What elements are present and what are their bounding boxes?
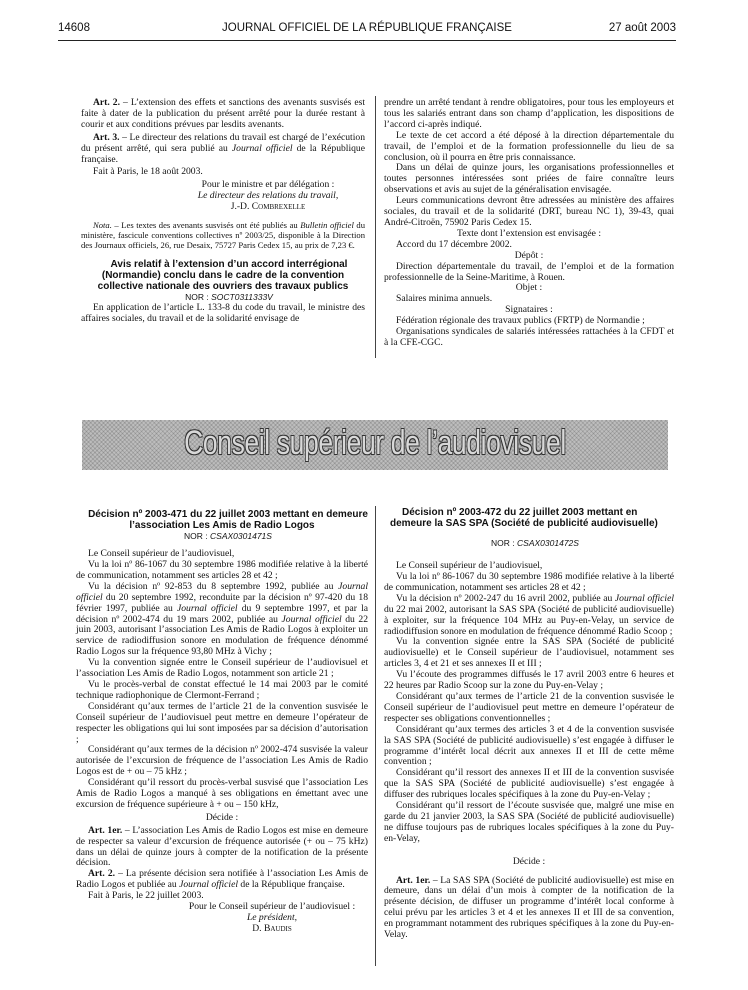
signatories-heading: Signataires : <box>505 304 553 316</box>
decision-2-p4: Vu la convention signée entre la SAS SPA (Société de publicité audiovisuelle) et le Conseil supérieur de l’audiovisuel, notamment ses articles 3, 4 et 21 et ses annexes II et III ; <box>384 636 674 670</box>
avis-nor: NOR : SOCT0311333V <box>185 292 273 303</box>
decision-1-title: Décision nº 2003-471 du 22 juillet 2003 mettant en demeure l’association Les Amis de Radio Logos <box>88 509 368 531</box>
decision-2-p6: Considérant qu’aux termes de l’article 21 de la convention susvisée le Conseil supérieur de l’audiovisuel peut mettre en demeure l’opérateur de respecter ses obligations conventionnelles ; <box>384 690 674 724</box>
decision-1-p1: Le Conseil supérieur de l’audiovisuel, <box>88 548 235 560</box>
page-number: 14608 <box>58 22 90 34</box>
decision-1-sig-3: D. Baudis <box>252 922 292 934</box>
decision-2-p8: Considérant qu’il ressort des annexes II et III de la convention susvisée que la SAS SPA (Société de publicité audiovisuelle) s’est engagée à diffuser des rubriques locales spécifiques à la zone du Puy-en-Velay ; <box>384 767 674 801</box>
decision-1-p7: Considérant qu’aux termes de la décision nº 2002-474 susvisée la valeur autorisée de l’excursion de fréquence de l’association Les Amis de Radio Logos est de + ou – 75 kHz ; <box>76 744 368 778</box>
decision-2-p5: Vu l’écoute des programmes diffusés le 17 avril 2003 entre 6 heures et 22 heures par Radio Scoop sur la zone du Puy-en-Velay ; <box>384 669 674 692</box>
decision-2-article-1: Art. 1er. – La SAS SPA (Société de publicité audiovisuelle) est mise en demeure, dans un délai d’un mois à compter de la notification de la présente décision, de diffuser un programme d’intérêt local conforme à celui prévu par les articles 3 et 4 et les annexes II et III de sa convention, en programmant notamment des rubriques spécifiques à la zone du Puy-en-Velay. <box>384 874 674 941</box>
signature-name: J.-D. Combrexelle <box>230 201 306 213</box>
object-value: Salaires minima annuels. <box>396 293 493 305</box>
decision-1-p6: Considérant qu’aux termes de l’article 21 de la convention susvisée le Conseil supérieur de l’audiovisuel peut mettre en demeure l’opérateur de respecter les obligations qui lui sont imposées par sa décision d’autorisation ; <box>76 700 368 745</box>
decision-2003-472 <box>384 508 674 941</box>
decision-2-p9: Considérant qu’il ressort de l’écoute susvisée que, malgré une mise en garde du 21 janvier 2003, la SAS SPA (Société de publicité audiovisuelle) ne diffuse toujours pas de rubriques locales spécifiques à la zone du Puy-en-Velay, <box>384 800 674 844</box>
decision-1-p5: Vu le procès-verbal de constat effectué le 14 mai 2003 par le comité technique radiophonique de Clermont-Ferrand ; <box>76 678 368 701</box>
decision-1-sig-1: Pour le Conseil supérieur de l’audiovisuel : <box>188 901 356 913</box>
column-divider-top <box>375 96 376 358</box>
decision-2-p2: Vu la loi nº 86-1067 du 30 septembre 1986 modifiée relative à la liberté de communication, notamment ses articles 28 et 42 ; <box>384 571 674 593</box>
page-header <box>58 22 676 38</box>
issue-date: 27 août 2003 <box>608 22 676 34</box>
decision-2003-471 <box>76 510 368 935</box>
article-2: Art. 2. – L’extension des effets et sanctions des avenants susvisés est faite à dater de la publication du présent arrêté pour la durée restant à courir et aux conditions prévues par lesdits avenants. <box>81 97 365 130</box>
decision-2-p1: Le Conseil supérieur de l’audiovisuel, <box>396 560 543 572</box>
section-banner <box>82 420 668 470</box>
decision-1-p8: Considérant qu’il ressort du procès-verbal susvisé que l’association Les Amis de Radio Logos a manqué à ses obligations en émettant avec une excursion de fréquence supérieure à + ou – 150 kHz, <box>76 777 368 810</box>
decision-1-article-2: Art. 2. – La présente décision sera notifiée à l’association Les Amis de Radio Logos et publiée au Journal officiel de la République française. <box>76 868 368 891</box>
deposit-value: Direction départementale du travail, de l’emploi et de la formation professionnelle de la Seine-Maritime, à Rouen. <box>384 260 674 283</box>
decision-1-sig-2: Le président, <box>246 912 298 923</box>
decision-1-p4: Vu la convention signée entre le Conseil supérieur de l’audiovisuel et l’association Les Amis de Radio Logos, notamment son article 21 ; <box>76 657 368 680</box>
done-at: Fait à Paris, le 18 août 2003. <box>93 166 203 178</box>
signature-line-2: Le directeur des relations du travail, <box>197 190 339 202</box>
decision-2-p7: Considérant qu’aux termes des articles 3 et 4 de la convention susvisée la SAS SPA (Société de publicité audiovisuelle) s’est engagée à diffuser le programme d’intérêt local décrit aux annexes II et III de cette même convention ; <box>384 723 674 768</box>
decision-1-article-1: Art. 1er. – L’association Les Amis de Radio Logos est mise en demeure de respecter sa valeur d’excursion de fréquence autorisée (+ ou – 75 kHz) dans un délai de quinze jours à compter de la notification de la présente décision. <box>76 824 368 869</box>
avis-deposit: Le texte de cet accord a été déposé à la direction départementale du travail, de l’emploi et de la formation professionnelle du lieu de sa conclusion, où il pourra en être pris connaissance. <box>384 129 674 163</box>
avis-delay: Dans un délai de quinze jours, les organisations professionnelles et toutes personnes intéressées sont priées de faire connaître leurs observations et avis au sujet de la généralisation envisagée. <box>384 162 674 196</box>
avis-continued: prendre un arrêté tendant à rendre obligatoires, pour tous les employeurs et tous les salariés entrant dans son champ d’application, les dispositions de l’accord ci-après indiqué. <box>384 97 674 130</box>
decision-1-p2: Vu la loi nº 86-1067 du 30 septembre 1986 modifiée relative à la liberté de communication, notamment ses articles 28 et 42 ; <box>76 559 368 581</box>
text-value: Accord du 17 décembre 2002. <box>396 238 512 250</box>
decision-2-decide: Décide : <box>512 855 546 867</box>
signatory-1: Fédération régionale des travaux publics (FRTP) de Normandie ; <box>396 315 645 327</box>
decision-2-title: Décision nº 2003-472 du 22 juillet 2003 mettant en demeure la SAS SPA (Société de publicité audiovisuelle) <box>390 507 658 529</box>
signatory-2: Organisations syndicales de salariés intéressées rattachées à la CFDT et à la CFE-CGC. <box>384 326 674 348</box>
article-3: Art. 3. – Le directeur des relations du travail est chargé de l’exécution du présent arrêté, qui sera publié au Journal officiel de la République française. <box>81 131 365 165</box>
top-left-column <box>81 98 365 325</box>
nota: Nota. – Les textes des avenants susvisés ont été publiés au Bulletin officiel du ministère, fascicule conventions collectives nº 2003/25, disponible à la Direction des Journaux officiels, 26, rue Desaix, 75727 Paris Cedex 15, au prix de 7,23 €. <box>81 220 365 250</box>
avis-body: En application de l’article L. 133-8 du code du travail, le ministre des affaires sociales, du travail et de la solidarité envisage de <box>81 302 365 325</box>
banner-title: Conseil supérieur de l’audiovisuel <box>184 424 566 462</box>
decision-2-p3: Vu la décision nº 2002-247 du 16 avril 2002, publiée au Journal officiel du 22 mai 2002, autorisant la SAS SPA (Société de publicité audiovisuelle) à exploiter, sur la fréquence 104 MHz au Puy-en-Velay, un service de radiodiffusion sonore en modulation de fréquence dénommé Radio Scoop ; <box>384 592 674 637</box>
deposit-heading: Dépôt : <box>514 249 544 261</box>
top-right-column <box>384 98 674 349</box>
decision-2-nor: NOR : CSAX0301472S <box>491 538 579 549</box>
decision-1-nor: NOR : CSAX0301471S <box>184 531 272 542</box>
decision-1-done: Fait à Paris, le 22 juillet 2003. <box>88 890 204 902</box>
decision-1-p3: Vu la décision nº 92-853 du 8 septembre 1992, publiée au Journal officiel du 20 septembre 1992, reconduite par la décision nº 97-420 du 18 février 1997, publiée au Journal officiel du 9 septembre 1997, et par la décision nº 2002-474 du 19 mars 2002, publiée au Journal officiel du 22 juin 2003, autorisant l’association Les Amis de Radio Logos à exploiter un service de radiodiffusion sonore en modulation de fréquence dénommé Radio Logos sur la fréquence 93,80 MHz à Vichy ; <box>76 580 368 658</box>
column-divider-bottom <box>375 506 376 966</box>
signature-line-1: Pour le ministre et par délégation : <box>201 179 335 191</box>
avis-communications: Leurs communications devront être adressées au ministère des affaires sociales, du travail et de la solidarité (DRT, bureau NC 1), 39-43, quai André-Citroën, 75902 Paris Cedex 15. <box>384 195 674 228</box>
journal-title: JOURNAL OFFICIEL DE LA RÉPUBLIQUE FRANÇAISE <box>222 22 512 34</box>
avis-title: Avis relatif à l’extension d’un accord interrégional (Normandie) conclu dans le cadre de la convention collective nationale des ouvriers des travaux publics <box>97 259 349 292</box>
decision-1-decide: Décide : <box>205 811 239 823</box>
text-heading: Texte dont l’extension est envisagée : <box>457 227 601 239</box>
object-heading: Objet : <box>515 282 543 294</box>
header-rule <box>58 40 676 41</box>
